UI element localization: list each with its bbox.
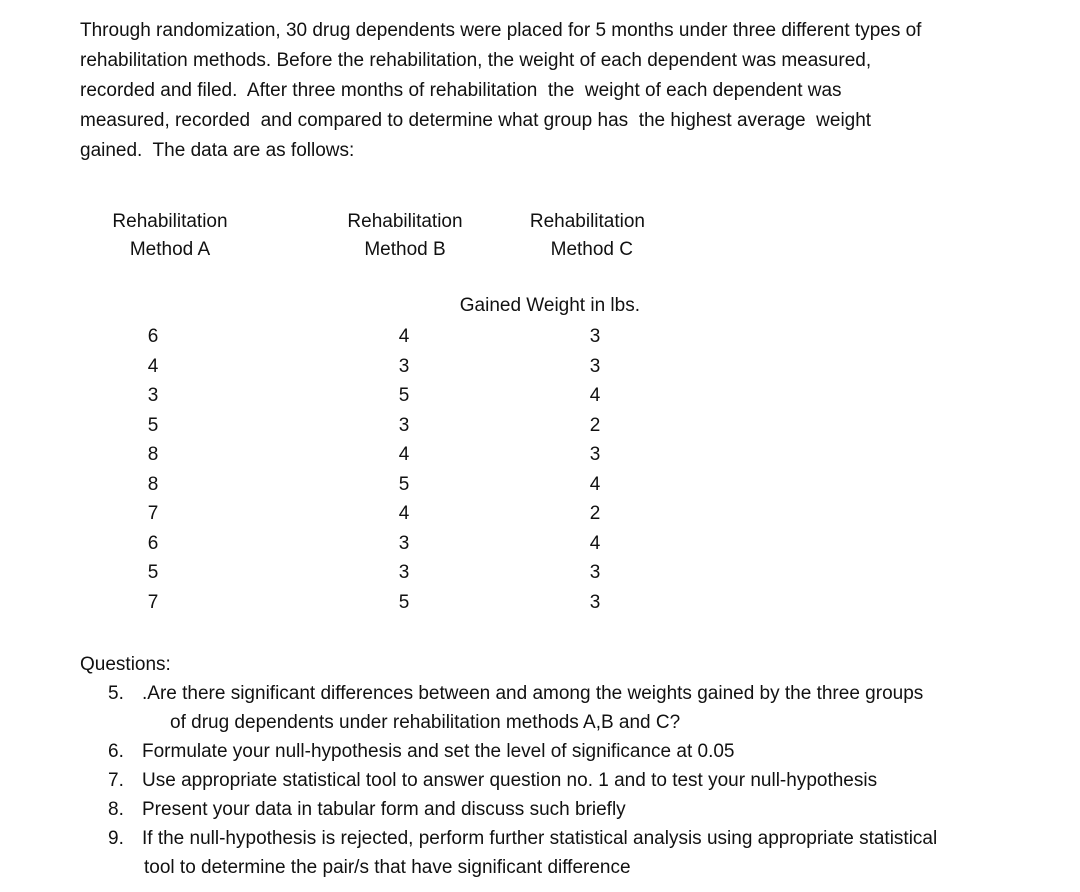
question-number: 6. (108, 741, 124, 762)
column-header-line: Rehabilitation (347, 211, 463, 232)
data-value: 4 (589, 473, 601, 495)
data-column-method-a (138, 322, 168, 617)
column-header-line: Method A (129, 239, 211, 260)
question-text: Use appropriate statistical tool to answer question no. 1 and to test your null-hypothesis (142, 770, 878, 791)
question-number: 5. (108, 683, 124, 704)
question-item (80, 737, 1040, 766)
intro-line: rehabilitation methods. Before the rehabilitation, the weight of each dependent was measured, (80, 50, 872, 71)
data-value: 7 (147, 503, 159, 524)
data-value: 3 (589, 562, 601, 583)
intro-line: recorded and filed. After three months of rehabilitation the weight of each dependent was (80, 80, 842, 101)
data-value: 3 (589, 355, 601, 377)
question-text: Formulate your null-hypothesis and set the level of significance at 0.05 (142, 741, 735, 762)
data-column-method-c (580, 322, 610, 617)
data-value: 6 (147, 326, 159, 347)
data-value: 4 (589, 385, 601, 406)
data-value: 3 (589, 591, 601, 613)
question-item (80, 766, 1040, 795)
questions-list (80, 679, 1040, 882)
intro-line: Through randomization, 30 drug dependents were placed for 5 months under three different types of (80, 20, 922, 41)
data-value: 5 (398, 591, 410, 613)
data-value: 5 (398, 473, 410, 495)
data-value: 3 (398, 562, 410, 583)
question-text: .Are there significant differences between and among the weights gained by the three groups (142, 683, 924, 704)
data-value: 3 (398, 355, 410, 377)
question-number: 8. (108, 799, 124, 820)
data-value: 4 (398, 503, 410, 524)
column-header-method-a (100, 208, 240, 264)
data-value: 2 (589, 414, 601, 436)
data-value: 6 (147, 532, 159, 554)
question-text: of drug dependents under rehabilitation methods A,B and C? (170, 712, 681, 733)
question-number: 9. (108, 828, 124, 849)
column-header-method-c (505, 208, 645, 264)
data-value: 5 (147, 562, 159, 583)
data-value: 4 (589, 532, 601, 554)
data-value: 8 (147, 444, 159, 465)
question-text: tool to determine the pair/s that have significant difference (144, 857, 631, 878)
column-header-line: Rehabilitation (112, 211, 228, 232)
data-column-method-b (389, 322, 419, 617)
data-value: 4 (147, 355, 159, 377)
column-header-line: Method B (364, 239, 446, 260)
data-value: 2 (589, 503, 601, 524)
data-value: 3 (589, 444, 601, 465)
column-header-line: Rehabilitation (529, 211, 645, 232)
questions-section (80, 650, 1040, 882)
question-number: 7. (108, 770, 124, 791)
column-header-line: Method C (550, 239, 633, 260)
questions-heading: Questions: (80, 654, 171, 675)
intro-paragraph (80, 16, 1040, 166)
data-value: 3 (147, 385, 159, 406)
data-value: 3 (589, 326, 601, 347)
question-item (80, 824, 1040, 882)
data-value: 4 (398, 444, 410, 465)
unit-label: Gained Weight in lbs. (459, 295, 640, 316)
question-text: If the null-hypothesis is rejected, perform further statistical analysis using appropriate statistical (142, 828, 938, 849)
intro-line: gained. The data are as follows: (80, 140, 355, 161)
data-value: 4 (398, 326, 410, 347)
column-header-method-b (335, 208, 475, 264)
data-value: 5 (147, 414, 159, 436)
question-item (80, 679, 1040, 737)
data-value: 3 (398, 532, 410, 554)
question-text: Present your data in tabular form and discuss such briefly (142, 799, 626, 820)
data-value: 7 (147, 591, 159, 613)
data-value: 3 (398, 414, 410, 436)
intro-line: measured, recorded and compared to determine what group has the highest average weight (80, 110, 872, 131)
question-item (80, 795, 1040, 824)
data-value: 5 (398, 385, 410, 406)
data-value: 8 (147, 473, 159, 495)
